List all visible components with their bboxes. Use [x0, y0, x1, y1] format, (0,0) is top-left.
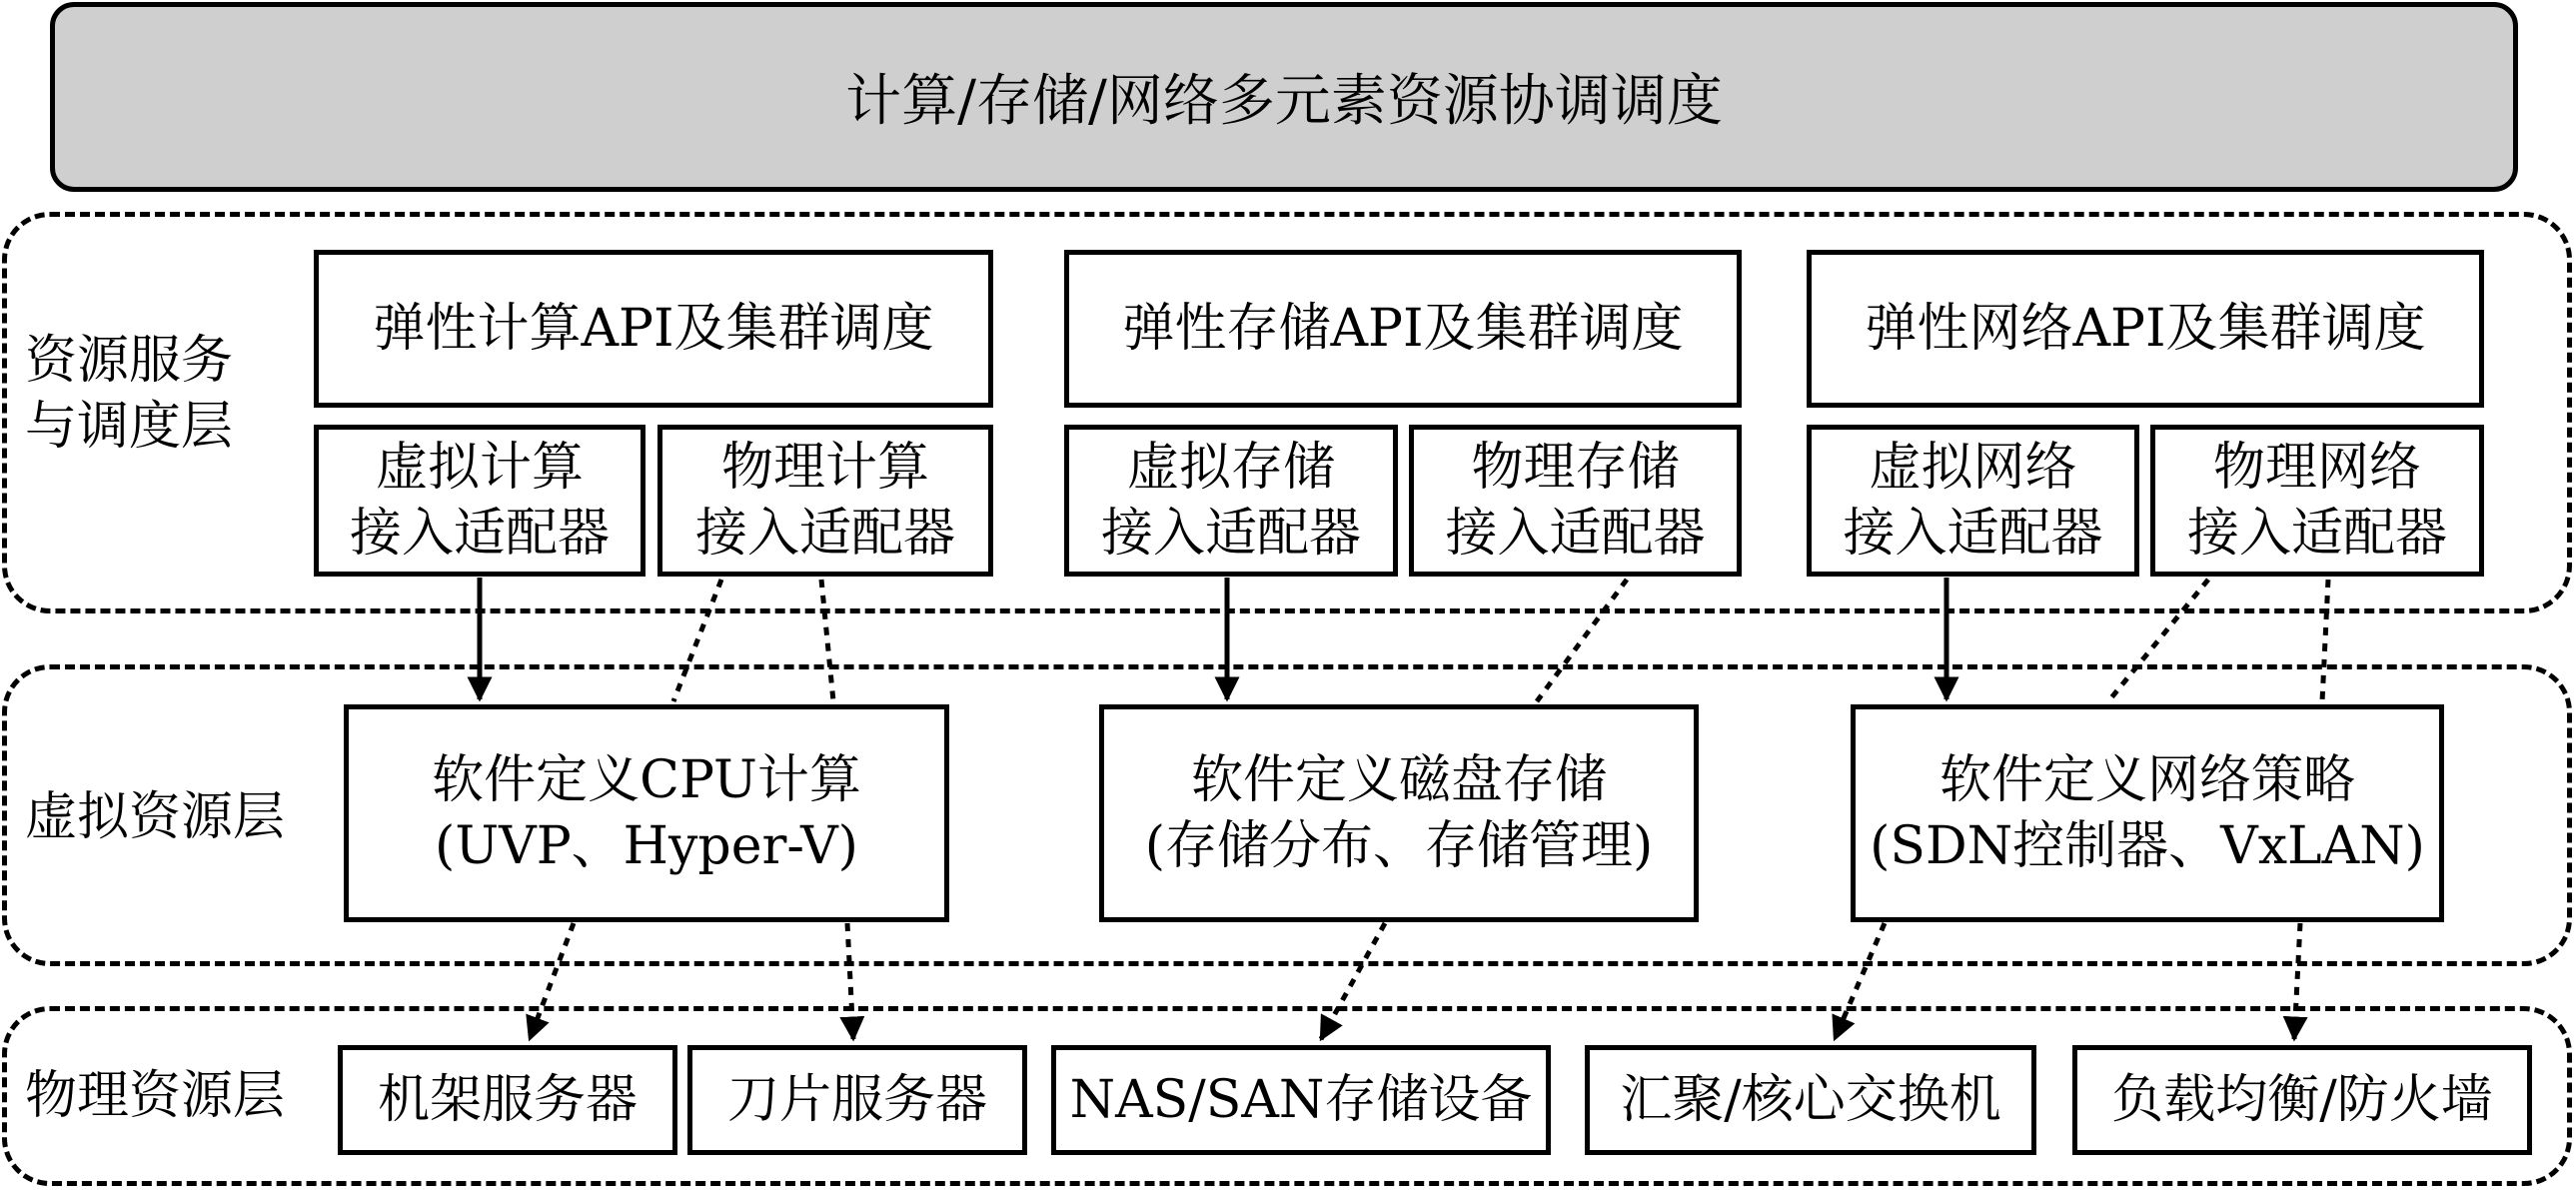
service-layer-label: [25, 328, 233, 460]
storage-api-label: 弹性存储API及集群调度: [1122, 299, 1684, 359]
virtual-compute-box: [344, 704, 949, 922]
virtual-storage-title: 软件定义磁盘存储: [1190, 750, 1607, 810]
virtual-storage-box: [1099, 704, 1699, 922]
physical-layer-label: 物理资源层: [25, 1066, 286, 1126]
adapter-line2: 接入适配器: [1843, 504, 2103, 564]
adapter-line1: 虚拟网络: [1869, 438, 2077, 498]
rack-server-label: 机架服务器: [377, 1070, 638, 1130]
core-switch-box: [1585, 1045, 2036, 1155]
service-layer-label-line1: 资源服务: [25, 331, 234, 391]
physical-network-adapter-box: [2150, 425, 2484, 577]
adapter-line1: 虚拟存储: [1126, 438, 1335, 498]
virtual-network-detail: (SDN控制器、VxLAN): [1870, 816, 2425, 876]
network-api-box: [1807, 250, 2484, 408]
nas-san-storage-label: NAS/SAN存储设备: [1069, 1070, 1533, 1130]
virtual-storage-adapter-box: [1064, 425, 1398, 577]
adapter-line1: 物理网络: [2212, 438, 2421, 498]
physical-compute-adapter-box: [657, 425, 993, 577]
adapter-line1: 物理计算: [720, 438, 929, 498]
virtual-storage-detail: (存储分布、存储管理): [1144, 816, 1654, 876]
virtual-network-box: [1851, 704, 2444, 922]
virtual-compute-detail: (UVP、Hyper-V): [435, 816, 858, 876]
virtual-compute-adapter-box: [314, 425, 645, 577]
core-switch-label: 汇聚/核心交换机: [1620, 1070, 2001, 1130]
top-coordination-bar: [50, 2, 2518, 192]
storage-api-box: [1064, 250, 1742, 408]
compute-api-label: 弹性计算API及集群调度: [373, 299, 934, 359]
network-api-label: 弹性网络API及集群调度: [1865, 299, 2426, 359]
virtual-network-title: 软件定义网络策略: [1938, 750, 2355, 810]
adapter-line1: 物理存储: [1471, 438, 1680, 498]
blade-server-box: [687, 1045, 1027, 1155]
nas-san-storage-box: [1051, 1045, 1551, 1155]
load-balancer-firewall-box: [2072, 1045, 2532, 1155]
load-balancer-firewall-label: 负载均衡/防火墙: [2111, 1070, 2493, 1130]
adapter-line2: 接入适配器: [2186, 504, 2447, 564]
adapter-line2: 接入适配器: [1445, 504, 1706, 564]
virtual-layer-label: 虚拟资源层: [25, 787, 286, 847]
adapter-line1: 虚拟计算: [375, 438, 584, 498]
physical-storage-adapter-box: [1409, 425, 1742, 577]
adapter-line2: 接入适配器: [694, 504, 955, 564]
adapter-line2: 接入适配器: [1100, 504, 1361, 564]
service-layer-label-line2: 与调度层: [25, 397, 234, 457]
virtual-compute-title: 软件定义CPU计算: [432, 750, 861, 810]
adapter-line2: 接入适配器: [349, 504, 610, 564]
compute-api-box: [314, 250, 993, 408]
virtual-network-adapter-box: [1807, 425, 2139, 577]
blade-server-label: 刀片服务器: [726, 1070, 987, 1130]
rack-server-box: [338, 1045, 677, 1155]
top-title: 计算/存储/网络多元素资源协调调度: [845, 69, 1723, 134]
